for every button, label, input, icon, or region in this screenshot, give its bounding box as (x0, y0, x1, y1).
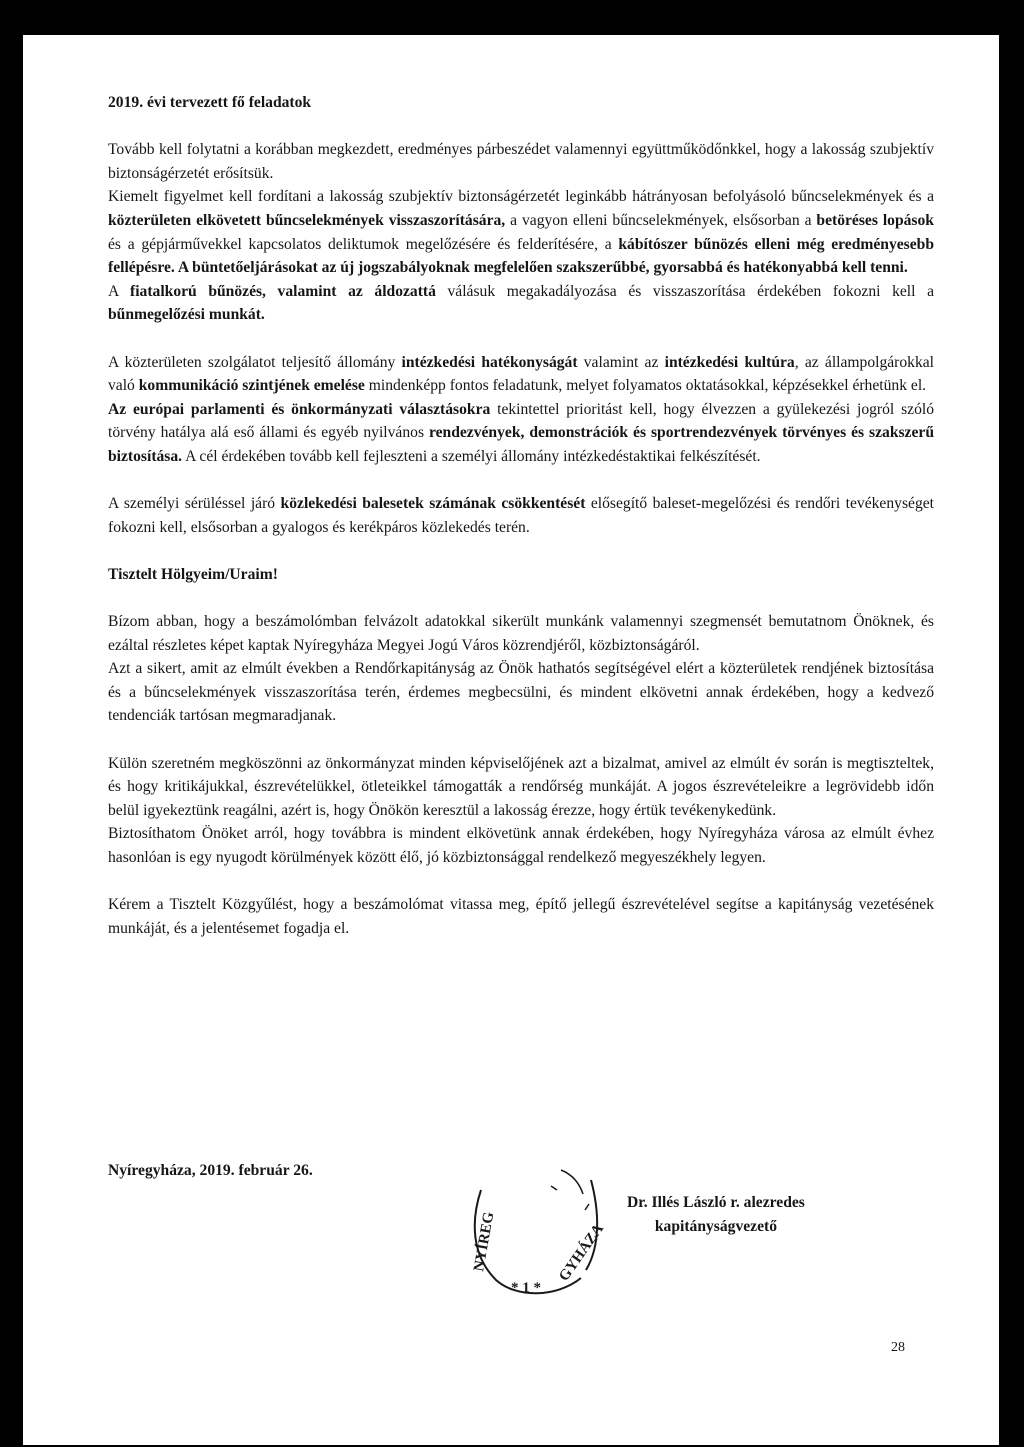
bold-text: fiatalkorú bűnözés, valamint az áldozattá (130, 282, 436, 300)
paragraph-text: , az állampolgárokkal való (108, 353, 935, 395)
paragraph-juvenile-crime (108, 280, 934, 327)
paragraph-assurance: Biztosíthatom Önöket arról, hogy továbbra is mindent elkövetünk annak érdekében, hogy Nyíregyháza városa az elmúlt évhez hasonlóan is egy nyugodt körülmények között élő, jó közbiztonsággal rendelkező megyeszékhely legyen. (108, 825, 934, 866)
salutation: Tisztelt Hölgyeim/Uraim! (108, 565, 278, 583)
section-heading: 2019. évi tervezett fő feladatok (108, 94, 312, 111)
paragraph-text: Tovább kell folytatni a korábban megkezdett, eredményes párbeszédet valamennyi együttműködőnkkel, hogy a lakosság szubjektív biztonságérzetét erősítsük. (108, 141, 934, 182)
bold-text: intézkedési hatékonyságát (401, 353, 578, 371)
paragraph-text: A személyi sérüléssel járó (108, 495, 281, 513)
place-date: Nyíregyháza, 2019. február 26. (108, 1162, 313, 1179)
bold-text: rendezvények, demonstrációk és sportrendezvények törvényes és szakszerű biztosítása. (108, 424, 934, 465)
bold-text: betöréses lopások (816, 211, 934, 229)
page-number: 28 (891, 1340, 905, 1355)
document-page (23, 35, 999, 1445)
seal-text-left: NYÍREG (471, 1210, 498, 1273)
seal-text-bottom: * 1 * (511, 1280, 541, 1296)
document-body (108, 91, 934, 940)
paragraph-public-space-service (108, 351, 934, 398)
paragraph-success: Azt a sikert, amit az elmúlt években a Rendőrkapitányság az Önök hathatós segítségével elért a közterületek rendjének biztosítása és a bűncselekmények visszaszorítása terén, érdemes megbecsülni, és mindent elkövetni annak érdekében, hogy a kedvező tendenciák tartósan megmaradjanak. (108, 660, 934, 725)
paragraph-text: mindenképp fontos feladatunk, melyet folyamatos oktatásokkal, képzésekkel érhetünk el. (364, 377, 927, 395)
bold-text: kommunikáció szintjének emelése (138, 377, 365, 395)
paragraph-text: A cél érdekében tovább kell fejleszteni a személyi állomány intézkedéstaktikai felkészítését. (182, 447, 761, 465)
signature-mark (551, 1170, 589, 1210)
official-stamp-seal (441, 1160, 611, 1300)
signer-name: Dr. Illés László r. alezredes (627, 1194, 805, 1211)
paragraph-text: és a gépjárművekkel kapcsolatos deliktumok megelőzésére és felderítésére, a (108, 235, 619, 253)
bold-text: Az európai parlamenti és önkormányzati választásokra (108, 400, 491, 418)
bold-text: közterületen elkövetett bűncselekmények visszaszorítására, (108, 211, 506, 229)
signature-block (627, 1191, 805, 1238)
paragraph-text: tekintettel prioritást kell, hogy élvezzen a gyülekezési jogról szóló törvény hatálya alá eső állami és egyéb nyilvános (108, 400, 934, 442)
paragraph-text: a vagyon elleni bűncselekmények, elsősorban a (505, 211, 817, 229)
paragraph-trust: Bízom abban, hogy a beszámolómban felvázolt adatokkal sikerült munkánk valamennyi szegmensét bemutatnom Önöknek, és ezáltal részletes képet kaptak Nyíregyháza Megyei Jogú Város közrendjéről, közbiztonságáról. (108, 613, 934, 654)
bold-text: közlekedési balesetek számának csökkentését (280, 495, 586, 513)
paragraph-text: elősegítő baleset-megelőzési és rendőri tevékenységet fokozni kell, elsősorban a gyalogos és kerékpáros közlekedés terén. (108, 495, 934, 536)
bold-text: intézkedési kultúra (664, 353, 795, 371)
paragraph-text: Kiemelt figyelmet kell fordítani a lakosság szubjektív biztonságérzetét leginkább hátrányosan befolyásoló bűncselekmények és a (108, 188, 934, 206)
paragraph-text: válásuk megakadályozása és visszaszorítása érdekében fokozni kell a (435, 282, 934, 300)
paragraph-text: A (108, 282, 131, 300)
paragraph-cooperation (108, 138, 934, 185)
paragraph-elections (108, 398, 934, 469)
paragraph-thanks: Külön szeretném megköszönni az önkormányzat minden képviselőjének azt a bizalmat, amivel az elmúlt év során is megtiszteltek, és hogy kritikájukkal, észrevételükkel, ötleteikkel támogatták a rendőrség munkáját. A jogos észrevételeikre a legrövidebb időn belül igyekeztünk reagálni, azért is, hogy Önökön keresztül a lakosság érezze, hogy értük tevékenykedünk. (108, 754, 934, 819)
paragraph-request: Kérem a Tisztelt Közgyűlést, hogy a beszámolómat vitassa meg, építő jellegű észrevételével segítse a kapitányság vezetésének munkáját, és a jelentésemet fogadja el. (108, 896, 934, 937)
paragraph-crime-priorities (108, 185, 934, 279)
seal-text-right: GYHÁZA (556, 1221, 608, 1285)
paragraph-text: A közterületen szolgálatot teljesítő állomány (108, 353, 402, 371)
paragraph-traffic-accidents (108, 492, 934, 539)
bold-text: bűnmegelőzési munkát. (108, 306, 265, 324)
paragraph-text: valamint az (577, 353, 665, 371)
bold-text: kábítószer bűnözés elleni még eredményesebb fellépésre. A büntetőeljárásokat az új jogszabályoknak megfelelően szakszerűbbé, gyorsabbá és hatékonyabbá kell tenni. (108, 235, 934, 277)
signer-title: kapitányságvezető (654, 1217, 778, 1235)
